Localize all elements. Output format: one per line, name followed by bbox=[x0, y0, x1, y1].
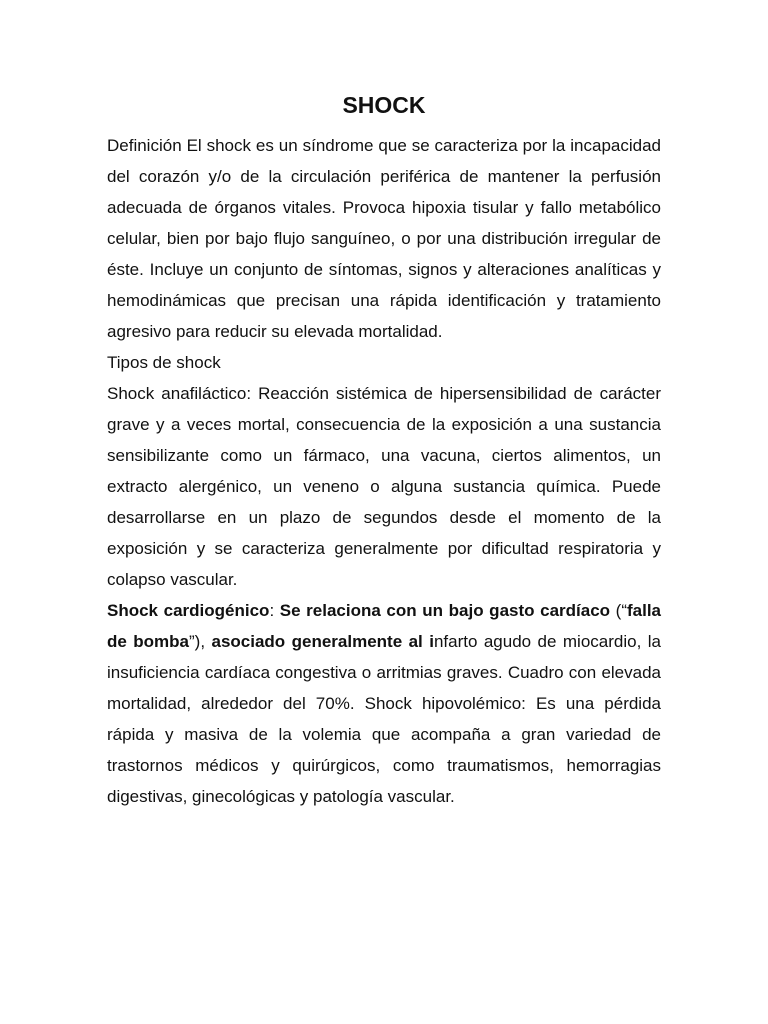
document-body bbox=[107, 130, 661, 812]
cardiogenic-paragraph bbox=[107, 595, 661, 812]
cardiogenic-bold-phrase-1: Se relaciona con un bajo gasto cardíaco bbox=[279, 601, 611, 620]
anaphylactic-paragraph: Shock anafiláctico: Reacción sistémica de hipersensibilidad de carácter grave y a veces mortal, consecuencia de la exposición a una sustancia sensibilizante como un fármaco, una vacuna, ciertos alimentos, un extracto alergénico, un veneno o alguna sustancia química. Puede desarrollarse en un plazo de segundos desde el momento de la exposición y se caracteriza generalmente por dificultad respiratoria y colapso vascular. bbox=[107, 384, 661, 589]
cardiogenic-term: Shock cardiogénico bbox=[107, 601, 270, 620]
cardiogenic-open-quote: (“ bbox=[610, 601, 627, 620]
types-heading: Tipos de shock bbox=[107, 353, 221, 372]
cardiogenic-close-quote: ”), bbox=[189, 632, 212, 651]
cardiogenic-bold-phrase-3: asociado generalmente al i bbox=[211, 632, 434, 651]
document-title: SHOCK bbox=[342, 92, 426, 118]
cardiogenic-bold-phrase-2: falla de bomba bbox=[107, 601, 662, 651]
definition-paragraph: Definición El shock es un síndrome que se caracteriza por la incapacidad del corazón y/o de la circulación periférica de mantener la perfusión adecuada de órganos vitales. Provoca hipoxia tisular y fallo metabólico celular, bien por bajo flujo sanguíneo, o por una distribución irregular de éste. Incluye un conjunto de síntomas, signos y alteraciones analíticas y hemodinámicas que precisan una rápida identificación y tratamiento agresivo para reducir su elevada mortalidad. bbox=[107, 136, 661, 341]
cardiogenic-colon: : bbox=[269, 601, 280, 620]
cardiogenic-rest: nfarto agudo de miocardio, la insuficiencia cardíaca congestiva o arritmias graves. Cuadro con elevada mortalidad, alrededor del 70%. Shock hipovolémico: Es una pérdida rápida y masiva de la volemia que acompaña a gran variedad de trastornos médicos y quirúrgicos, como traumatismos, hemorragias digestivas, ginecológicas y patología vascular. bbox=[107, 632, 661, 806]
